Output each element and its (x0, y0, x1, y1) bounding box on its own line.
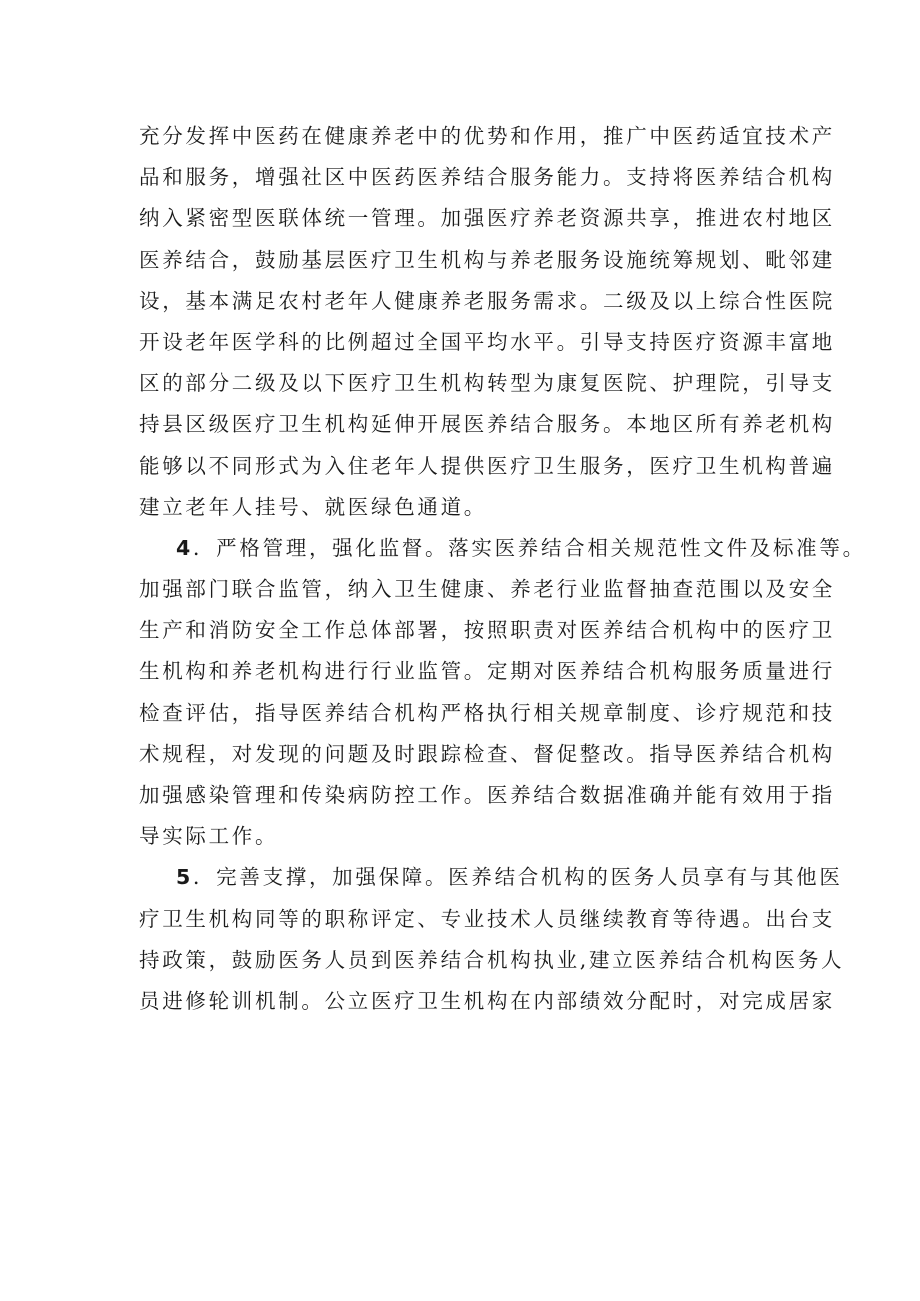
section-number: 5 (176, 865, 193, 890)
section-5-heading-text: ．完善支撑，加强保障。医养结合机构的医务人员享有与其他医 (192, 865, 843, 890)
paragraph-line: 建立老年人挂号、就医绿色通道。 (139, 494, 487, 519)
paragraph-line: 员进修轮训机制。公立医疗卫生机构在内部绩效分配时，对完成居家 (139, 988, 835, 1013)
document-body (0, 116, 920, 1022)
paragraph-line: 持县区级医疗卫生机构延伸开展医养结合服务。本地区所有养老机构 (139, 412, 835, 437)
paragraph-line: 充分发挥中医药在健康养老中的优势和作用，推广中医药适宜技术产 (139, 124, 835, 148)
paragraph-line: 加强部门联合监管，纳入卫生健康、养老行业监督抽查范围以及安全 (139, 577, 835, 602)
section-4-heading-text: ．严格管理，强化监督。落实医养结合相关规范性文件及标准等。 (192, 535, 866, 560)
paragraph-line: 医养结合，鼓励基层医疗卫生机构与养老服务设施统筹规划、毗邻建 (139, 247, 835, 272)
paragraph-line: 纳入紧密型医联体统一管理。加强医疗养老资源共享，推进农村地区 (139, 206, 835, 231)
paragraph-line: 生产和消防安全工作总体部署，按照职责对医养结合机构中的医疗卫 (139, 618, 835, 643)
paragraph-line: 开设老年医学科的比例超过全国平均水平。引导支持医疗资源丰富地 (139, 329, 835, 354)
paragraph-line: 品和服务，增强社区中医药医养结合服务能力。支持将医养结合机构 (139, 165, 835, 190)
paragraph-line: 能够以不同形式为入住老年人提供医疗卫生服务，医疗卫生机构普遍 (139, 453, 835, 478)
section-5-heading-line (176, 857, 920, 898)
section-number: 4 (176, 535, 193, 560)
paragraph-line: 术规程，对发现的问题及时跟踪检查、督促整改。指导医养结合机构 (139, 741, 835, 766)
paragraph-line: 设，基本满足农村老年人健康养老服务需求。二级及以上综合性医院 (139, 288, 835, 313)
paragraph-line: 检查评估，指导医养结合机构严格执行相关规章制度、诊疗规范和技 (139, 700, 835, 725)
section-4-heading-line (176, 528, 920, 569)
paragraph-line: 持政策，鼓励医务人员到医养结合机构执业,建立医养结合机构医务人 (139, 947, 845, 972)
paragraph-line: 加强感染管理和传染病防控工作。医养结合数据准确并能有效用于指 (139, 783, 835, 807)
paragraph-line: 疗卫生机构同等的职称评定、专业技术人员继续教育等待遇。出台支 (139, 906, 835, 931)
paragraph-line: 导实际工作。 (139, 824, 279, 849)
paragraph-line: 生机构和养老机构进行行业监管。定期对医养结合机构服务质量进行 (139, 659, 835, 684)
paragraph-line: 区的部分二级及以下医疗卫生机构转型为康复医院、护理院，引导支 (139, 371, 835, 396)
